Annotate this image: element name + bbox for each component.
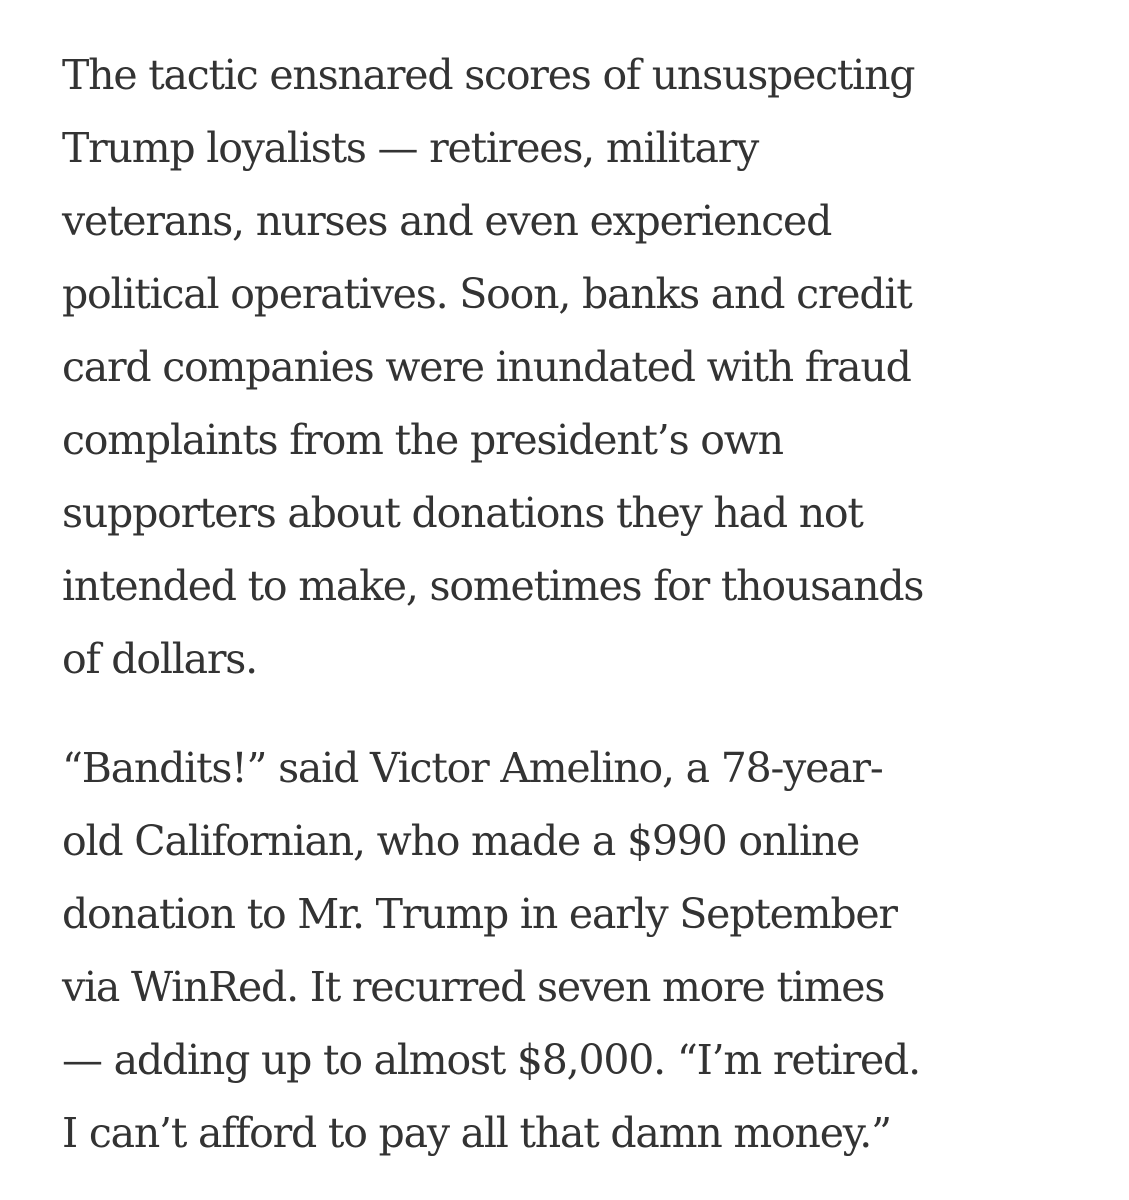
- text-line: Trump loyalists — retirees, military: [62, 124, 759, 172]
- text-line: I can’t afford to pay all that damn money.”: [62, 1109, 891, 1157]
- text-line: old Californian, who made a $990 online: [62, 817, 860, 865]
- text-line: of dollars.: [62, 635, 257, 683]
- text-line: — adding up to almost $8,000. “I’m retired.: [62, 1036, 920, 1084]
- text-line: via WinRed. It recurred seven more times: [62, 963, 885, 1011]
- text-line: card companies were inundated with fraud: [62, 343, 911, 391]
- text-line: political operatives. Soon, banks and credit: [62, 270, 912, 318]
- text-line: complaints from the president’s own: [62, 416, 783, 464]
- text-line: supporters about donations they had not: [62, 489, 863, 537]
- text-line: The tactic ensnared scores of unsuspecting: [62, 51, 915, 99]
- text-line: veterans, nurses and even experienced: [62, 197, 832, 245]
- text-line: intended to make, sometimes for thousands: [62, 562, 924, 610]
- text-line: “Bandits!” said Victor Amelino, a 78-year-: [62, 744, 883, 792]
- text-line: donation to Mr. Trump in early September: [62, 890, 897, 938]
